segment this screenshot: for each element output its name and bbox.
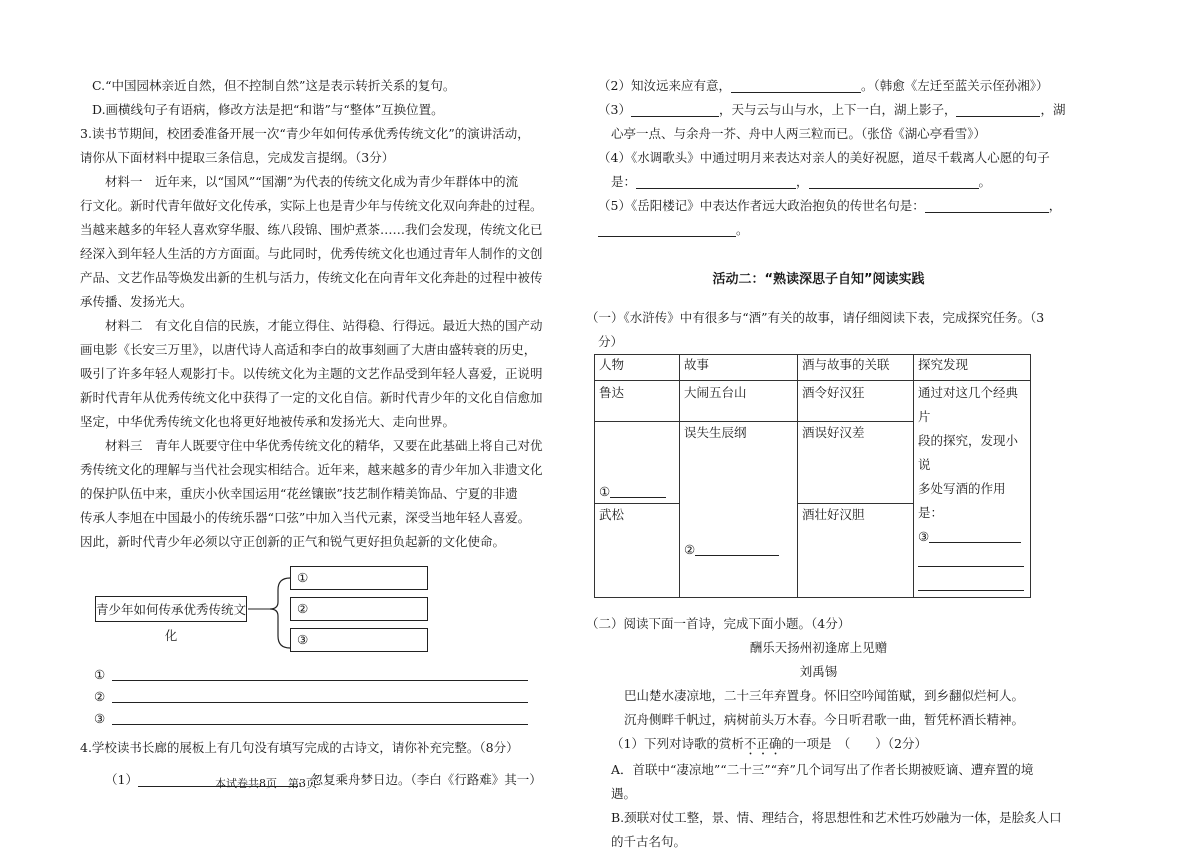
poetry-item-3-line2: 心亭一点、与余舟一芥、舟中人两三粒而已。（张岱《湖心亭看雪》） (611, 126, 987, 141)
material-1-line: 当越来越多的年轻人喜欢穿华服、练八段锦、围炉煮茶……我们会发现，传统文化已 (80, 222, 543, 237)
material-3-line: 传承人李旭在中国最小的传统乐器“口弦”中加入当代元素，深受当地年轻人喜爱。 (80, 510, 531, 525)
outline-branch-box-2[interactable]: ② (290, 597, 428, 621)
poetry-item-4-line2: 是： ， 。 (611, 174, 992, 189)
table-cell: 酒误好汉差 (798, 421, 914, 503)
finding-cell: 通过对这几个经典片 段的探究，发现小说 多处写酒的作用是： ③ (914, 381, 1031, 598)
option-c: C.“中国园林亲近自然，但不控制自然”这是表示转折关系的复句。 (92, 78, 456, 93)
material-1-line: 承传播、发扬光大。 (80, 294, 193, 309)
poetry-item-2: （2）知汝远来应有意， 。（韩愈《左迁至蓝关示侄孙湘》） (598, 78, 1049, 93)
option-d: D.画横线句子有语病，修改方法是把“和谐”与“整体”互换位置。 (92, 102, 444, 117)
material-3-line: 材料三 青年人既要守住中华优秀传统文化的精华，又要在此基础上将自己对优 (105, 438, 543, 453)
outline-diagram (80, 566, 540, 664)
answer-line-2[interactable]: ② (80, 686, 540, 708)
poetry-item-4: （4）《水调歌头》中通过明月来表达对亲人的美好祝愿，道尽千载离人心愿的句子 (598, 150, 1050, 165)
question-3-line1: 3.读书节期间，校团委准备开展一次“青少年如何传承优秀传统文化”的演讲活动， (80, 126, 530, 141)
blank-1-cell[interactable]: ① (595, 421, 680, 503)
table-header: 故事 (680, 355, 798, 381)
question-4-item-1: （1） ，忽复乘舟梦日边。（李白《行路难》其一） (105, 772, 542, 787)
table-cell: 鲁达 (595, 381, 680, 422)
outline-branch-box-1[interactable]: ① (290, 566, 428, 590)
material-1-line: 行文化。新时代青年做好文化传承，实际上也是青少年与传统文化双向奔赴的过程。 (80, 198, 543, 213)
option-b-line1: B.颈联对仗工整，景、情、理结合，将思想性和艺术性巧妙融为一体，是脍炙人口 (611, 810, 1062, 825)
table-header: 探究发现 (914, 355, 1031, 381)
table-cell: 误失生辰纲 (680, 421, 798, 503)
question-3-line2: 请你从下面材料中提取三条信息，完成发言提纲。（3分） (80, 150, 395, 165)
material-3-line: 因此，新时代青少年必须以守正创新的正气和锐气更好担负起新的文化使命。 (80, 534, 506, 549)
section-2-intro: （二）阅读下面一首诗，完成下面小题。（4分） (586, 616, 851, 631)
section-1-line1: （一）《水浒传》中有很多与“酒”有关的故事，请仔细阅读下表，完成探究任务。（3 (586, 310, 1045, 325)
table-cell: 武松 (595, 503, 680, 597)
fill-blank[interactable] (731, 77, 861, 93)
table-cell: 酒令好汉狂 (798, 381, 914, 422)
material-1-line: 材料一 近年来，以“国风”“国潮”为代表的传统文化成为青少年群体中的流 (105, 174, 519, 189)
material-2-line: 吸引了许多年轻人观影打卡。以传统文化为主题的文艺作品受到年轻人喜爱，正说明 (80, 366, 543, 381)
answer-line-3[interactable]: ③ (80, 708, 540, 730)
left-column (80, 74, 543, 792)
activity-2-title: 活动二：“熟读深思子自知”阅读实践 (712, 272, 925, 287)
table-cell: 酒壮好汉胆 (798, 503, 914, 597)
poem-title: 酬乐天扬州初逢席上见赠 (749, 640, 888, 655)
fill-blank[interactable] (598, 221, 736, 237)
material-2-line: 材料二 有文化自信的民族，才能立得住、站得稳、行得远。最近大热的国产动 (105, 318, 543, 333)
fill-blank[interactable] (631, 101, 719, 117)
material-2-line: 画电影《长安三万里》，以唐代诗人高适和李白的故事刻画了大唐由盛转衰的历史， (80, 342, 537, 357)
fill-blank[interactable] (809, 173, 979, 189)
fill-blank[interactable] (925, 197, 1049, 213)
outline-branch-box-3[interactable]: ③ (290, 628, 428, 652)
right-column (586, 74, 1066, 854)
section-1-line2: 分） (598, 334, 624, 349)
table-row (595, 381, 1031, 422)
poetry-item-5-line2: 。 (586, 218, 1051, 242)
material-3-line: 的保护队伍中来，重庆小伙幸国运用“花丝镶嵌”技艺制作精美饰品、宁夏的非遗 (80, 486, 518, 501)
option-b-line2: 的千古名句。 (611, 834, 687, 849)
table-cell: 大闹五台山 (680, 381, 798, 422)
fill-blank[interactable] (956, 101, 1040, 117)
fill-blank[interactable] (636, 173, 796, 189)
material-3-line: 秀传统文化的理解与当代社会现实相结合。近年来，越来越多的青少年加入非遗文化 (80, 462, 543, 477)
table-header: 酒与故事的关联 (798, 355, 914, 381)
blank-3[interactable]: ③ (918, 525, 1026, 549)
table-header: 人物 (595, 355, 680, 381)
poetry-item-5: （5）《岳阳楼记》中表达作者远大政治抱负的传世名句是： ， (598, 198, 1062, 213)
blank-3-line[interactable] (918, 549, 1026, 573)
poem-line: 沉舟侧畔千帆过，病树前头万木春。今日听君歌一曲，暂凭杯酒长精神。 (624, 712, 1025, 727)
option-a-line2: 遇。 (611, 786, 637, 801)
poem-author: 刘禹锡 (799, 664, 838, 679)
blank-3-line[interactable] (918, 573, 1026, 597)
answer-line-1[interactable]: ① (80, 664, 540, 686)
material-2-line: 新时代青年从优秀传统文化中获得了一定的文化自信。新时代青少年的文化自信愈加 (80, 390, 543, 405)
page-footer: 本试卷共8页 第3页 (215, 777, 317, 790)
poem-question-1: （1）下列对诗歌的赏析不正确的一项是 （ ）（2分） (611, 736, 927, 751)
blank-2-cell[interactable]: ② (680, 503, 798, 597)
table-header-row (595, 355, 1031, 381)
material-2-line: 坚定，中华优秀传统文化也将更好地被传承和发扬光大、走向世界。 (80, 414, 456, 429)
question-4-intro: 4.学校读书长廊的展板上有几句没有填写完成的古诗文，请你补充完整。（8分） (80, 740, 519, 755)
poem-line: 巴山楚水凄凉地，二十三年弃置身。怀旧空吟闻笛赋，到乡翻似烂柯人。 (624, 688, 1025, 703)
emphasis-text: 不正确 (743, 736, 782, 751)
outline-main-box: 青少年如何传承优秀传统文化 (95, 596, 247, 622)
material-1-line: 产品、文艺作品等焕发出新的生机与活力，传统文化在向青年文化奔赴的过程中被传 (80, 270, 543, 285)
poetry-item-3: （3） ，天与云与山与水，上下一白，湖上影子， ，湖 (598, 102, 1066, 117)
brace-connector (248, 566, 293, 656)
material-1-line: 经深入到年轻人生活的方方面面。与此同时，优秀传统文化也通过青年人制作的文创 (80, 246, 543, 261)
shuihu-table (594, 354, 1031, 598)
option-a-line1: A．首联中“凄凉地”“二十三”“弃”几个词写出了作者长期被贬谪、遭弃置的境 (611, 762, 1034, 777)
